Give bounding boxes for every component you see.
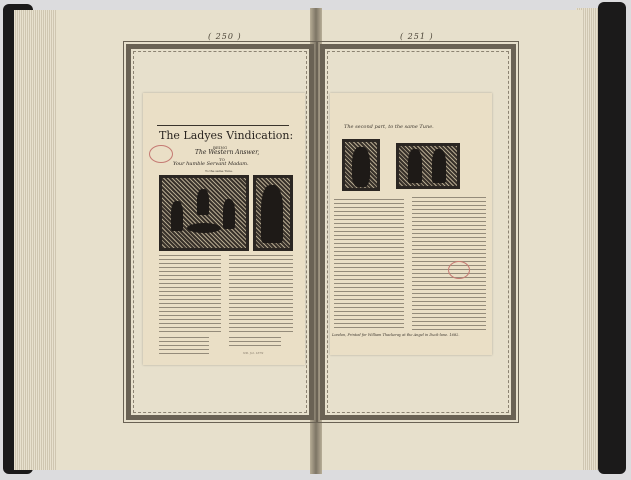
tune-line: To the same Tune. [205, 169, 233, 173]
right-page-number: ( 251 ) [400, 32, 434, 41]
verse-column-right-end [229, 337, 281, 349]
verse-column-right [229, 255, 293, 335]
top-rule [157, 125, 289, 126]
right-broadside [330, 93, 492, 355]
imprint-line: London, Printed for William Thackeray at the Angel in Duck-lane. 1682. [332, 333, 460, 337]
library-stamp [448, 261, 470, 279]
woodcut-couple [396, 143, 460, 189]
book-cover-right [598, 2, 626, 474]
left-page-number: ( 250 ) [208, 32, 242, 41]
figure-right [223, 199, 235, 229]
handwritten-note: ND. fol. 1679 [243, 351, 264, 355]
figure-man [432, 149, 446, 183]
subtitle-to: TO [219, 157, 225, 162]
table [187, 223, 221, 233]
figure-left [171, 201, 183, 231]
figure-lady [352, 147, 370, 187]
subtitle-servant: Your humble Servant Madam. [173, 161, 249, 167]
woodcut-group-scene [159, 175, 249, 251]
subtitle-being: BEING [213, 145, 228, 150]
second-part-heading: The second part, to the same Tune. [344, 124, 434, 130]
verse-column-left [334, 199, 404, 329]
woodcut-lady [342, 139, 380, 191]
subtitle-answer: The Western Answer, [195, 149, 260, 156]
left-page-edges [14, 10, 62, 470]
verse-column-left [159, 255, 221, 335]
figure-seated-center [197, 189, 209, 215]
woodcut-gentleman [253, 175, 293, 251]
ballad-title: The Ladyes Vindication: [159, 129, 294, 142]
figure-gentleman [261, 185, 283, 243]
library-stamp [149, 145, 173, 163]
figure-woman [408, 149, 422, 183]
left-broadside [143, 93, 305, 365]
verse-column-left-end [159, 337, 209, 357]
